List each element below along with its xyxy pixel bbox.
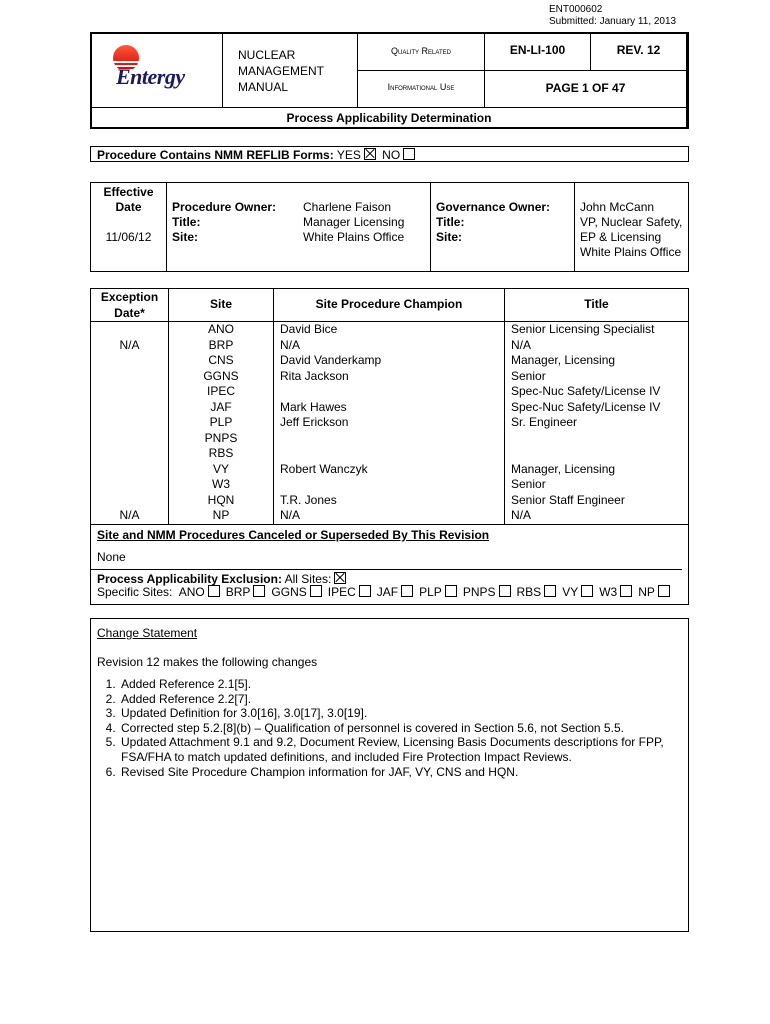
exclusion-site-label: VY [562,585,579,599]
champion-name [280,384,504,400]
manual-name: NUCLEAR MANAGEMENT MANUAL [223,34,358,108]
specific-sites-line [97,585,673,599]
champion-title [511,431,688,447]
procedure-owner-values: Charlene Faison Manager Licensing White Plains Office [299,183,431,272]
site-code: PLP [209,415,233,429]
yes-checkbox[interactable] [364,148,376,160]
all-sites-checkbox[interactable] [334,572,346,584]
title-list [505,322,689,525]
champion-name [280,446,504,462]
site-champion-table [90,288,689,525]
informational-use-label: Informational Use [358,71,485,108]
champion-title: Spec-Nuc Safety/License IV [511,399,661,414]
governance-owner-labels: Governance Owner: Title: Site: [431,183,575,272]
exclusion-site-label: GGNS [271,585,307,599]
champion-name [280,477,504,493]
document-title: Process Applicability Determination [92,108,687,129]
champion-name: N/A [280,337,301,352]
quality-related-label: Quality Related [358,34,485,71]
champion-title: N/A [511,508,532,522]
reflib-forms-line [90,146,689,162]
specific-sites-label: Specific Sites: [97,585,173,599]
submission-stamp [549,4,676,28]
change-heading: Change Statement [97,626,198,640]
canceled-value: None [97,550,126,564]
document-header [90,32,689,129]
champion-title: Senior Staff Engineer [511,492,625,507]
title-header: Title [505,289,689,322]
exception-date-header: Exception Date* [91,289,169,322]
site-code: GGNS [203,368,239,383]
site-code: VY [212,461,229,476]
procedure-owner-labels: Procedure Owner: Title: Site: [167,183,300,272]
exclusion-site-checkbox[interactable] [658,585,670,597]
site-code: CNS [208,353,234,367]
site-code: HQN [207,492,235,507]
site-code: BRP [208,337,234,352]
change-item: 6. Revised Site Procedure Champion information for JAF, VY, CNS and HQN. [119,765,689,780]
no-label: NO [382,148,401,162]
exclusion-site-label: W3 [599,585,618,599]
champion-name: Rita Jackson [280,368,349,383]
effective-date: 11/06/12 [105,230,152,244]
champion-list [274,322,505,525]
exclusion-site-label: IPEC [327,585,356,599]
site-list [169,322,274,525]
change-intro: Revision 12 makes the following changes [97,655,318,669]
yes-label: YES [336,148,361,162]
exclusion-site-checkbox[interactable] [310,585,322,597]
site-code: ANO [207,322,234,336]
champion-name [280,431,504,447]
champion-title: Senior [511,368,546,383]
exclusion-site-checkbox[interactable] [208,585,220,597]
champion-name: David Vanderkamp [280,353,382,367]
site-code: RBS [208,446,234,460]
champion-title: Senior Licensing Specialist [511,322,655,336]
page-number: PAGE 1 OF 47 [485,71,687,108]
owner-table [90,182,689,272]
site-code: W3 [212,477,230,491]
exception-date-cell: N/A N/A [91,322,169,525]
exclusion-line [90,569,682,586]
champion-name: Jeff Erickson [280,415,349,429]
no-checkbox[interactable] [403,148,415,160]
exclusion-section [90,524,689,605]
exclusion-site-checkbox[interactable] [401,585,413,597]
exclusion-site-checkbox[interactable] [544,585,556,597]
champion-title [511,446,688,462]
exclusion-site-checkbox[interactable] [581,585,593,597]
exclusion-site-checkbox[interactable] [620,585,632,597]
exclusion-site-checkbox[interactable] [445,585,457,597]
canceled-heading: Site and NMM Procedures Canceled or Superseded By This Revision [97,528,490,542]
exclusion-site-label: PLP [419,585,442,599]
exclusion-site-checkbox[interactable] [253,585,265,597]
champion-header: Site Procedure Champion [274,289,505,322]
champion-title: N/A [511,337,532,352]
exhibit-id: ENT000602 [549,4,603,15]
exclusion-site-label: ANO [178,585,205,599]
governance-owner-values: John McCann VP, Nuclear Safety, EP & Licensing White Plains Office [575,183,689,272]
all-sites-label: All Sites: [284,572,332,586]
exclusion-site-checkbox[interactable] [359,585,371,597]
change-item: 1. Added Reference 2.1[5]. [119,677,689,692]
revision-number: REV. 12 [591,34,687,71]
champion-title: Manager, Licensing [511,461,616,476]
procedure-number: EN-LI-100 [485,34,591,71]
reflib-forms-label: Procedure Contains NMM REFLIB Forms: [97,148,334,162]
site-code: JAF [210,399,232,414]
submitted-date: Submitted: January 11, 2013 [549,16,677,27]
company-name: Entergy [116,64,185,89]
champion-title: Sr. Engineer [511,415,578,429]
site-header: Site [169,289,274,322]
exclusion-site-label: PNPS [462,585,496,599]
champion-name: Mark Hawes [280,399,347,414]
change-statement [90,618,689,932]
exclusion-site-label: BRP [225,585,251,599]
champion-title: Senior [511,477,546,491]
champion-title: Manager, Licensing [511,353,616,367]
change-list [91,677,689,779]
champion-title: Spec-Nuc Safety/License IV [511,384,661,398]
champion-name: David Bice [280,322,338,336]
exclusion-site-label: NP [638,585,655,599]
change-item: 2. Added Reference 2.2[7]. [119,692,689,707]
exclusion-site-label: JAF [376,585,399,599]
effective-date-cell: Effective Date 11/06/12 [91,183,167,272]
champion-name: N/A [280,508,301,522]
exclusion-site-label: RBS [516,585,542,599]
change-item: 5. Updated Attachment 9.1 and 9.2, Document Review, Licensing Basis Documents descriptions for FPP, FSA/FHA to match updated definitions, and included Fire Protection Impact Reviews. [119,735,689,764]
company-logo [92,34,223,108]
site-code: IPEC [206,384,235,398]
site-code: PNPS [204,430,238,445]
exclusion-label: Process Applicability Exclusion: [97,572,282,586]
change-item: 3. Updated Definition for 3.0[16], 3.0[17], 3.0[19]. [119,706,689,721]
change-item: 4. Corrected step 5.2.[8](b) – Qualification of personnel is covered in Section 5.6, not Section 5.5. [119,721,689,736]
champion-name: Robert Wanczyk [280,461,368,476]
exclusion-site-checkbox[interactable] [499,585,511,597]
champion-name: T.R. Jones [280,492,337,507]
site-code: NP [212,508,230,522]
